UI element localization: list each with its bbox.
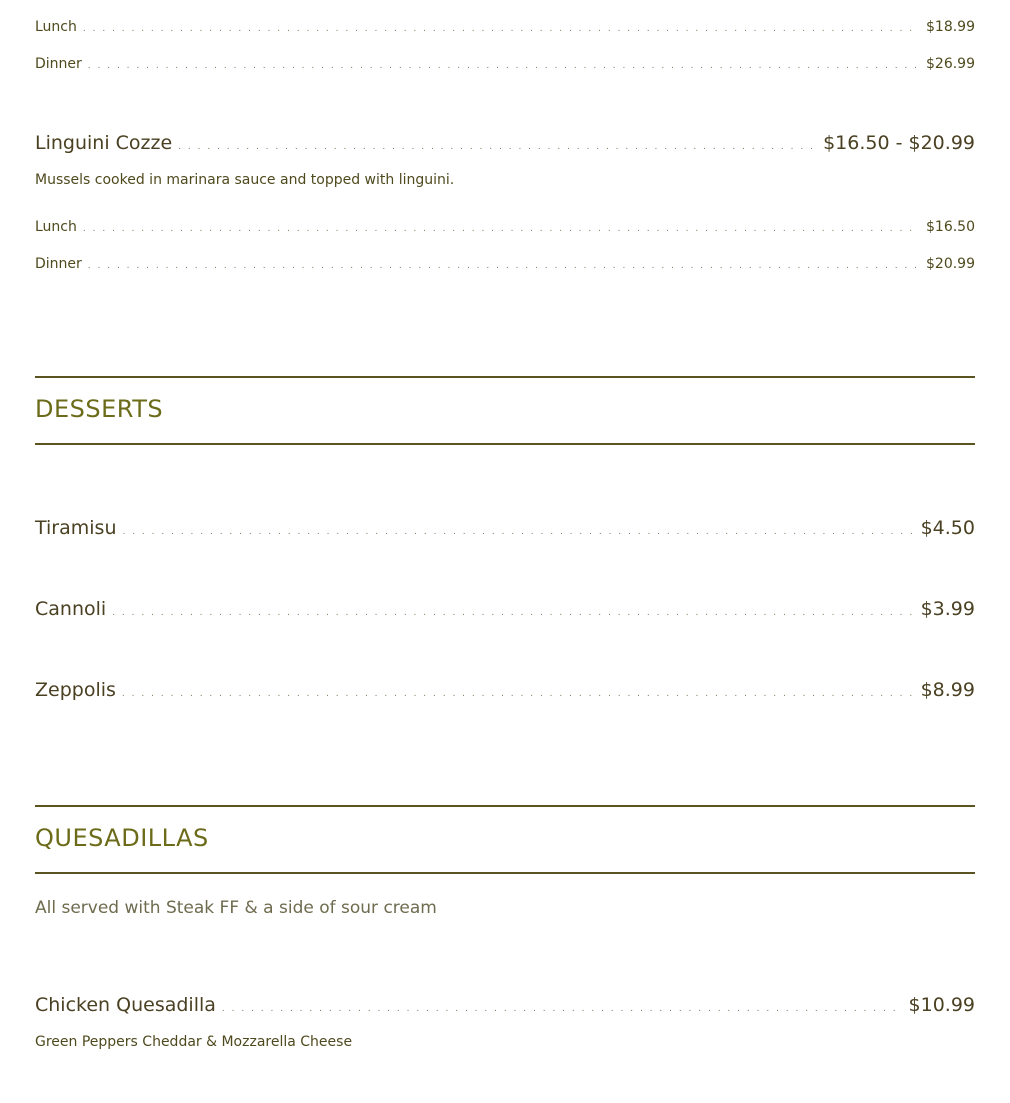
menu-item-price: $10.99 bbox=[908, 994, 975, 1016]
price-value: $18.99 bbox=[926, 19, 975, 35]
menu-item-description: Mussels cooked in marinara sauce and topped with linguini. bbox=[35, 172, 455, 188]
menu-item-description: Green Peppers Cheddar & Mozzarella Cheese bbox=[35, 1034, 353, 1050]
section-divider-bottom bbox=[35, 443, 975, 445]
dot-leader bbox=[112, 608, 914, 618]
dot-leader bbox=[178, 142, 817, 152]
price-value: $16.50 bbox=[926, 219, 975, 235]
price-label: Lunch bbox=[35, 19, 77, 35]
price-value: $20.99 bbox=[926, 256, 975, 272]
menu-item-tiramisu bbox=[35, 517, 975, 539]
menu-item-name: Cannoli bbox=[35, 598, 107, 620]
menu-item-zeppolis bbox=[35, 679, 975, 701]
menu-item-chicken-quesadilla bbox=[35, 994, 975, 1016]
price-row-dinner bbox=[35, 256, 975, 272]
menu-item-price: $3.99 bbox=[920, 598, 975, 620]
menu-item-name: Tiramisu bbox=[35, 517, 117, 539]
price-row-lunch bbox=[35, 219, 975, 235]
section-divider-top bbox=[35, 805, 975, 807]
price-label: Dinner bbox=[35, 256, 82, 272]
dot-leader bbox=[122, 689, 915, 699]
menu-item-price: $16.50 - $20.99 bbox=[823, 132, 975, 154]
menu-item-price: $4.50 bbox=[920, 517, 975, 539]
dot-leader bbox=[83, 224, 920, 234]
menu-item-linguini-cozze bbox=[35, 132, 975, 154]
dot-leader bbox=[88, 61, 920, 71]
section-divider-bottom bbox=[35, 872, 975, 874]
section-note: All served with Steak FF & a side of sour cream bbox=[35, 898, 437, 918]
dot-leader bbox=[83, 24, 920, 34]
menu-item-name: Linguini Cozze bbox=[35, 132, 173, 154]
price-value: $26.99 bbox=[926, 56, 975, 72]
section-title-quesadillas: QUESADILLAS bbox=[35, 824, 209, 852]
section-title-desserts: DESSERTS bbox=[35, 395, 164, 423]
menu-item-name: Chicken Quesadilla bbox=[35, 994, 216, 1016]
price-row-dinner bbox=[35, 56, 975, 72]
menu-item-name: Zeppolis bbox=[35, 679, 116, 701]
menu-item-price: $8.99 bbox=[920, 679, 975, 701]
price-label: Dinner bbox=[35, 56, 82, 72]
price-row-lunch bbox=[35, 19, 975, 35]
dot-leader bbox=[222, 1004, 903, 1014]
section-divider-top bbox=[35, 376, 975, 378]
dot-leader bbox=[122, 527, 914, 537]
price-label: Lunch bbox=[35, 219, 77, 235]
menu-item-cannoli bbox=[35, 598, 975, 620]
dot-leader bbox=[88, 261, 920, 271]
